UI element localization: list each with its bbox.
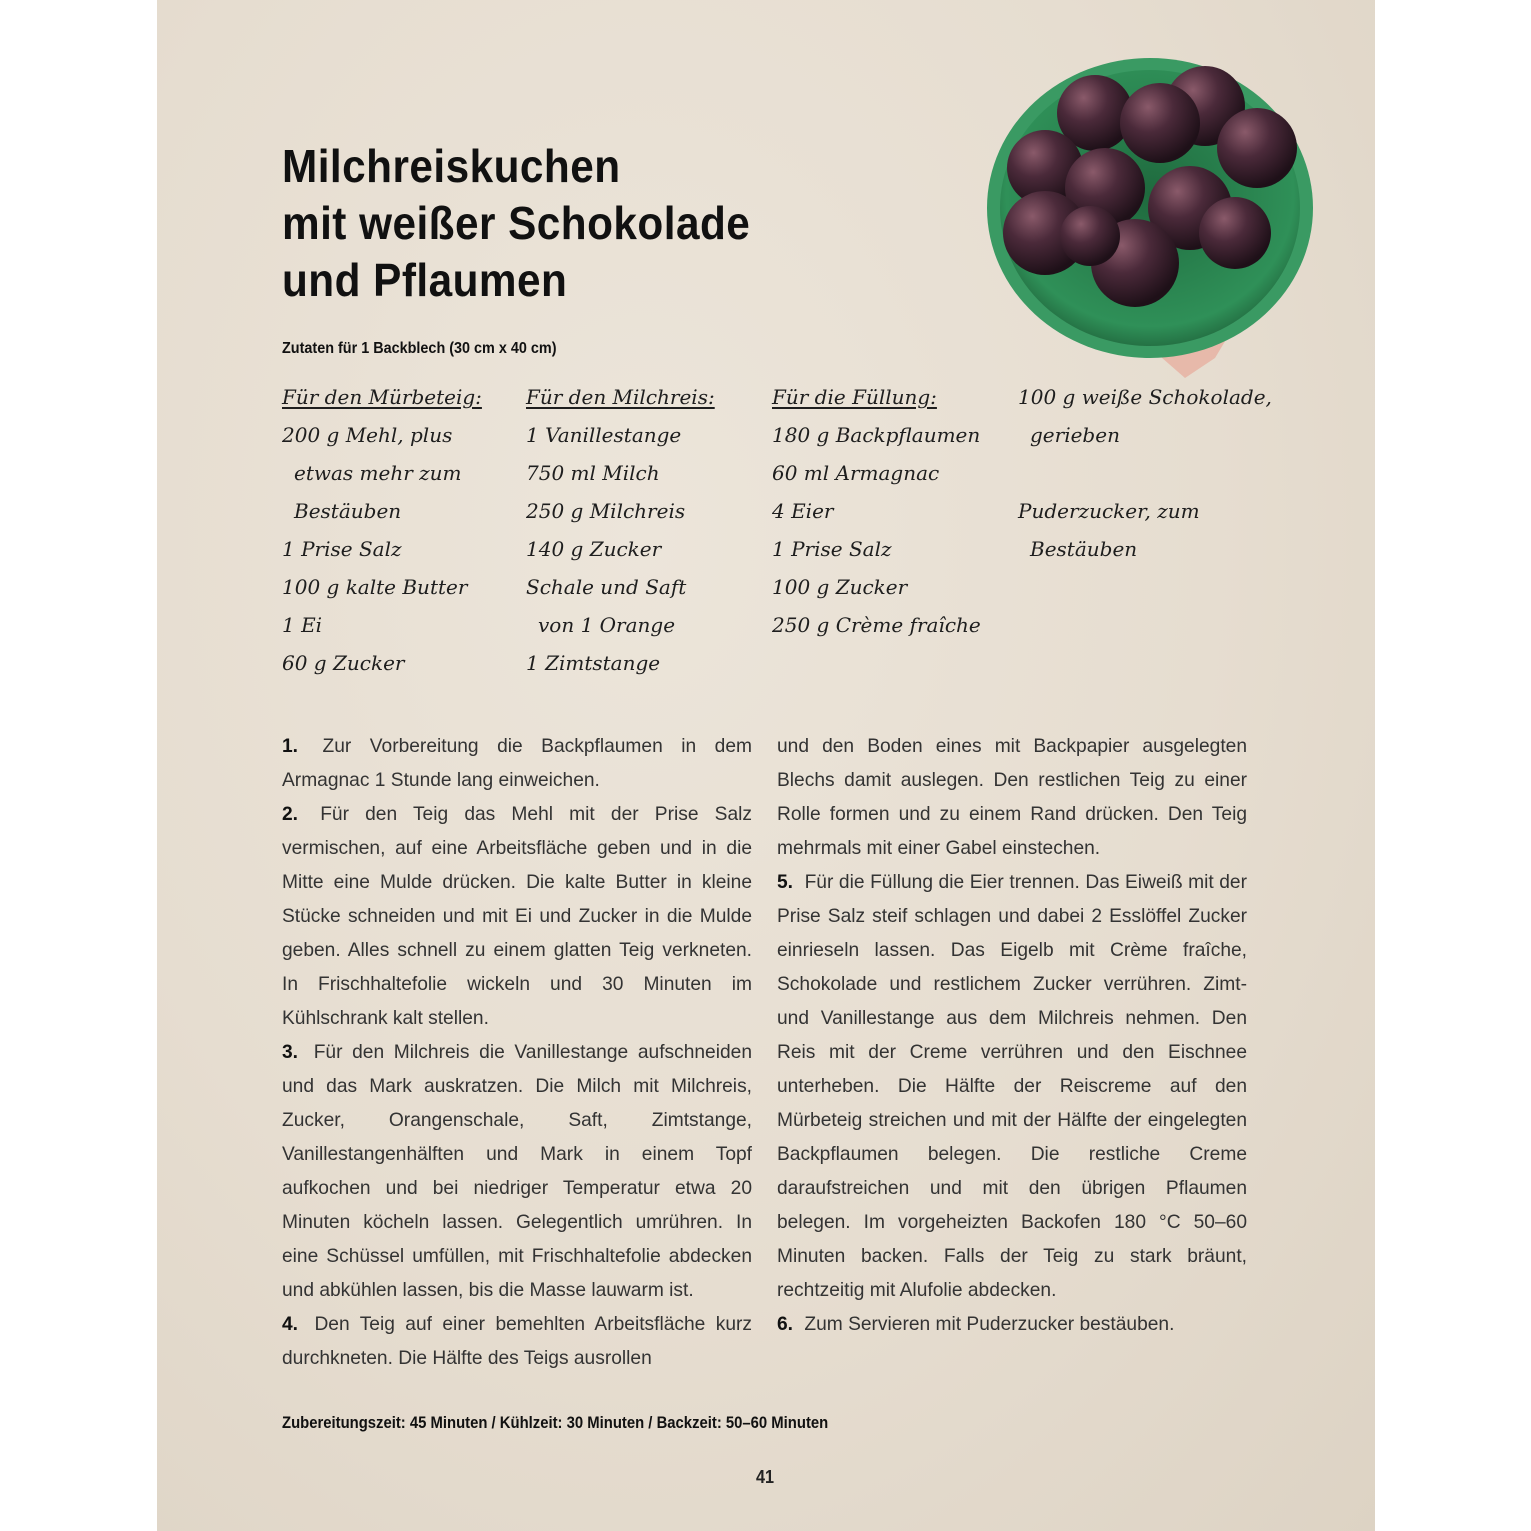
ingredient-line: 1 Prise Salz	[282, 537, 402, 561]
step	[282, 730, 752, 798]
step	[282, 1308, 752, 1376]
ingredient-line: 140 g Zucker	[526, 537, 662, 561]
ingredients-yield: Zutaten für 1 Backblech (30 cm x 40 cm)	[282, 340, 557, 357]
ingredient-line: 250 g Crème fraîche	[772, 613, 981, 637]
step-number: 4.	[282, 1314, 299, 1335]
step-number: 3.	[282, 1042, 299, 1063]
recipe-title	[282, 138, 750, 309]
ingredients-muerbeteig	[282, 378, 522, 682]
ingredient-line: gerieben	[1030, 423, 1120, 447]
ingredient-line: 100 g kalte Butter	[282, 575, 468, 599]
ingredient-line: 180 g Backpflaumen	[772, 423, 981, 447]
ingredient-line: 1 Prise Salz	[772, 537, 892, 561]
step-text: Den Teig auf einer bemehlten Arbeitsfläche kurz durchkneten. Die Hälfte des Teigs ausrollen	[282, 1314, 752, 1369]
title-line: und Pflaumen	[282, 254, 568, 306]
step-text: Für den Milchreis die Vanillestange aufschneiden und das Mark auskratzen. Die Milch mit Milchreis, Zucker, Orangenschale, Saft, Zimtstange, Vanillestangenhälften und Mark in einem Topf aufkochen und bei niedriger Temperatur etwa 20 Minuten köcheln lassen. Gelegentlich umrühren. In eine Schüssel umfüllen, mit Frischhaltefolie abdecken und abkühlen lassen, bis die Masse lauwarm ist.	[282, 1042, 752, 1301]
ingredient-line: Bestäuben	[1030, 537, 1138, 561]
ingredient-line: 750 ml Milch	[526, 461, 660, 485]
step-continuation	[777, 730, 1247, 866]
ingredient-line: 200 g Mehl, plus	[282, 423, 453, 447]
ingredients-fuellung	[772, 378, 1012, 644]
ingredient-line: Bestäuben	[294, 499, 402, 523]
ingredient-line: 1 Vanillestange	[526, 423, 682, 447]
step-number: 2.	[282, 804, 299, 825]
ingredients-extra	[1018, 378, 1272, 568]
step	[282, 798, 752, 1036]
ingredient-line: 4 Eier	[772, 499, 834, 523]
ingredient-line: 60 g Zucker	[282, 651, 405, 675]
preparation-times: Zubereitungszeit: 45 Minuten / Kühlzeit: 30 Minuten / Backzeit: 50–60 Minuten	[282, 1414, 829, 1432]
ingredient-line: 100 g Zucker	[772, 575, 908, 599]
ingredient-spacer	[1018, 454, 1268, 492]
step-number: 1.	[282, 736, 299, 757]
ingredient-heading: Für die Füllung:	[772, 385, 937, 409]
step	[777, 866, 1247, 1308]
page-number: 41	[756, 1467, 775, 1487]
ingredient-heading: Für den Milchreis:	[526, 385, 715, 409]
step	[282, 1036, 752, 1308]
ingredients-milchreis	[526, 378, 766, 682]
ingredient-line: 60 ml Armagnac	[772, 461, 940, 485]
ingredient-line: Puderzucker, zum	[1018, 499, 1200, 523]
ingredient-heading: Für den Mürbeteig:	[282, 385, 482, 409]
ingredient-line: 1 Ei	[282, 613, 323, 637]
ingredient-line: etwas mehr zum	[294, 461, 462, 485]
plums-bowl-photo	[985, 58, 1315, 378]
step	[777, 1308, 1247, 1342]
ingredient-line: Schale und Saft	[526, 575, 687, 599]
step-text: Für die Füllung die Eier trennen. Das Eiweiß mit der Prise Salz steif schlagen und dabei 2 Esslöffel Zucker einrieseln lassen. Das Eigelb mit Crème fraîche, Schokolade und restlichem Zucker verrühren. Zimt- und Vanillestange aus dem Milchreis nehmen. Den Reis mit der Creme verrühren und den Eischnee unterheben. Die Hälfte der Reiscreme auf den Mürbeteig streichen und mit der Hälfte der eingelegten Backpflaumen belegen. Die restliche Creme daraufstreichen und mit den übrigen Pflaumen belegen. Im vorgeheizten Backofen 180 °C 50–60 Minuten backen. Falls der Teig zu stark bräunt, rechtzeitig mit Alufolie abdecken.	[777, 872, 1247, 1301]
step-text: Zur Vorbereitung die Backpflaumen in dem Armagnac 1 Stunde lang einweichen.	[282, 736, 752, 791]
step-number: 6.	[777, 1314, 794, 1335]
step-text: Zum Servieren mit Puderzucker bestäuben.	[804, 1314, 1175, 1335]
ingredient-line: 100 g weiße Schokolade,	[1018, 385, 1272, 409]
title-line: mit weißer Schokolade	[282, 197, 751, 249]
step-number: 5.	[777, 872, 794, 893]
ingredient-line: 1 Zimtstange	[526, 651, 661, 675]
step-text: Für den Teig das Mehl mit der Prise Salz vermischen, auf eine Arbeitsfläche geben und in die Mitte eine Mulde drücken. Die kalte Butter in kleine Stücke schneiden und mit Ei und Zucker in die Mulde geben. Alles schnell zu einem glatten Teig verkneten. In Frischhaltefolie wickeln und 30 Minuten im Kühlschrank kalt stellen.	[282, 804, 752, 1029]
steps-column-left	[282, 730, 752, 1376]
title-line: Milchreiskuchen	[282, 140, 621, 192]
ingredient-line: von 1 Orange	[538, 613, 676, 637]
steps-column-right	[777, 730, 1247, 1342]
ingredient-line: 250 g Milchreis	[526, 499, 686, 523]
step-text: und den Boden eines mit Backpapier ausgelegten Blechs damit auslegen. Den restlichen Teig zu einer Rolle formen und zu einem Rand drücken. Den Teig mehrmals mit einer Gabel einstechen.	[777, 736, 1247, 859]
